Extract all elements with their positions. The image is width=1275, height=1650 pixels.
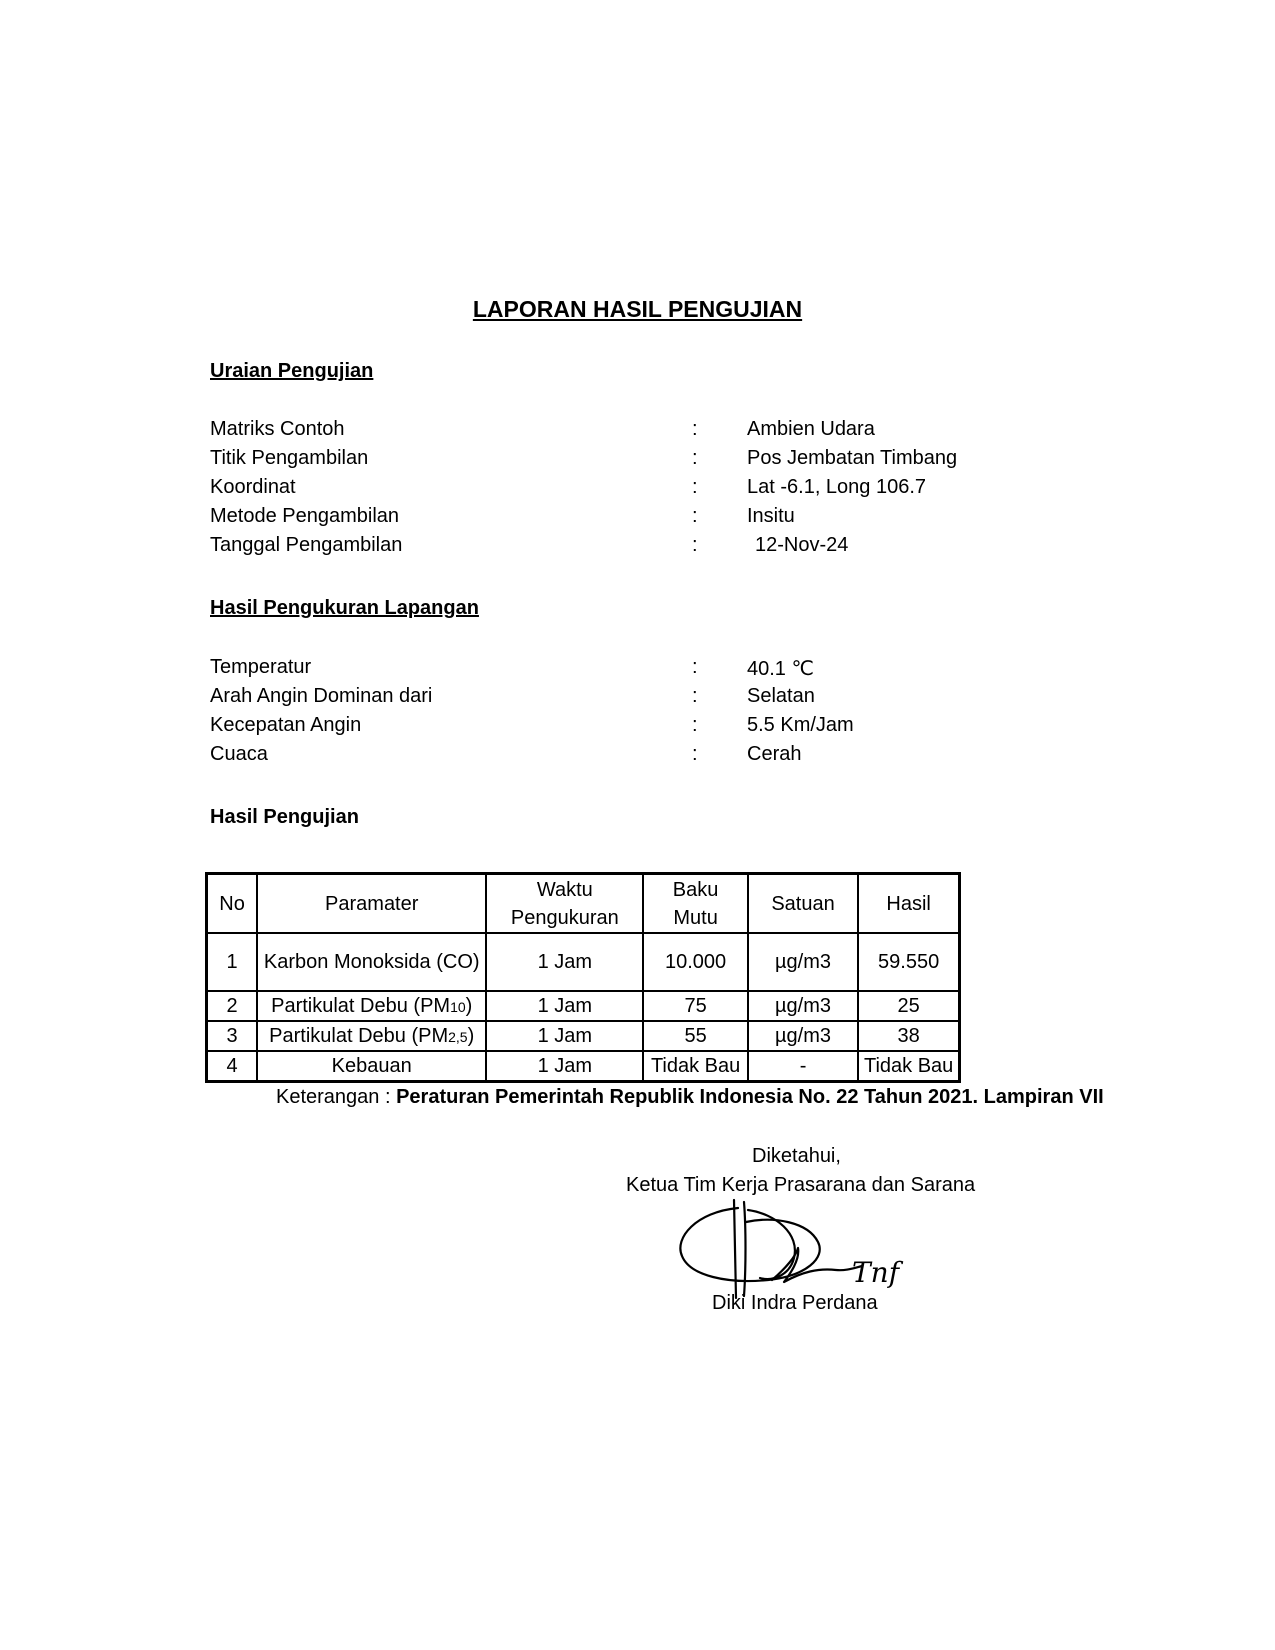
cell-param: Karbon Monoksida (CO) (257, 933, 486, 991)
cell-hasil: 25 (858, 991, 959, 1021)
param-text: Partikulat Debu (PM (269, 1024, 449, 1047)
table-row (207, 1051, 960, 1082)
cell-waktu: 1 Jam (486, 991, 643, 1021)
cell-waktu: 1 Jam (486, 1021, 643, 1051)
param-subscript: 2,5 (448, 1028, 468, 1045)
cell-hasil: Tidak Bau (858, 1051, 959, 1082)
uraian-row (210, 534, 1110, 564)
row-value: Lat -6.1, Long 106.7 (747, 476, 927, 498)
cell-baku: 10.000 (643, 933, 747, 991)
col-header-no: No (207, 874, 258, 934)
cell-no: 2 (207, 991, 258, 1021)
signature-position: Ketua Tim Kerja Prasarana dan Sarana (626, 1174, 976, 1196)
param-text-end: ) (467, 1024, 475, 1047)
row-separator: : (692, 447, 698, 469)
col-header-waktu (486, 874, 643, 934)
signature-scribble-text: Tnf (852, 1256, 900, 1289)
row-separator: : (692, 685, 698, 707)
row-separator: : (692, 505, 698, 527)
keterangan-note (276, 1086, 1104, 1109)
col-header-baku (643, 874, 747, 934)
table-row (207, 1021, 960, 1051)
col-header-waktu-line1: Waktu (536, 878, 593, 901)
row-separator: : (692, 714, 698, 736)
col-header-hasil: Hasil (858, 874, 959, 934)
uraian-row (210, 418, 1110, 448)
cell-satuan: µg/m3 (748, 1021, 858, 1051)
results-table (205, 872, 961, 1083)
param-subscript: 10 (450, 998, 466, 1015)
row-label: Kecepatan Angin (210, 714, 362, 736)
signature-known: Diketahui, (752, 1145, 841, 1167)
table-row (207, 933, 960, 991)
row-value: 12-Nov-24 (755, 534, 849, 556)
table-header-row (207, 874, 960, 934)
cell-baku: 75 (643, 991, 747, 1021)
uraian-row (210, 447, 1110, 477)
row-value: Cerah (747, 743, 802, 765)
cell-no: 1 (207, 933, 258, 991)
row-value: Pos Jembatan Timbang (747, 447, 958, 469)
lapangan-row (210, 685, 1110, 715)
cell-hasil: 38 (858, 1021, 959, 1051)
row-separator: : (692, 656, 698, 678)
keterangan-label: Keterangan : (276, 1086, 397, 1108)
row-value: 40.1 ℃ (747, 658, 814, 680)
table-row (207, 991, 960, 1021)
report-title: LAPORAN HASIL PENGUJIAN (472, 296, 803, 322)
cell-param (257, 1021, 486, 1051)
cell-no: 3 (207, 1021, 258, 1051)
col-header-baku-line1: Baku (672, 878, 719, 901)
row-value: Insitu (747, 505, 795, 527)
row-label: Metode Pengambilan (210, 505, 400, 527)
cell-waktu: 1 Jam (486, 1051, 643, 1082)
lapangan-row (210, 743, 1110, 773)
row-label: Titik Pengambilan (210, 447, 369, 469)
lapangan-row (210, 714, 1110, 744)
col-header-satuan: Satuan (748, 874, 858, 934)
section-heading-pengujian: Hasil Pengujian (210, 806, 359, 828)
row-separator: : (692, 534, 698, 556)
cell-satuan: - (748, 1051, 858, 1082)
row-value: 5.5 Km/Jam (747, 714, 854, 736)
cell-param (257, 991, 486, 1021)
row-value: Ambien Udara (747, 418, 875, 440)
cell-satuan: µg/m3 (748, 991, 858, 1021)
row-label: Arah Angin Dominan dari (210, 685, 433, 707)
row-label: Koordinat (210, 476, 296, 498)
uraian-row (210, 505, 1110, 535)
uraian-row (210, 476, 1110, 506)
row-label: Tanggal Pengambilan (210, 534, 403, 556)
row-separator: : (692, 476, 698, 498)
col-header-param: Paramater (257, 874, 486, 934)
cell-param: Kebauan (257, 1051, 486, 1082)
lapangan-row (210, 656, 1110, 686)
cell-baku: Tidak Bau (643, 1051, 747, 1082)
row-separator: : (692, 418, 698, 440)
cell-waktu: 1 Jam (486, 933, 643, 991)
keterangan-text: Peraturan Pemerintah Republik Indonesia No. 22 Tahun 2021. Lampiran VII (396, 1086, 1104, 1108)
cell-satuan: µg/m3 (748, 933, 858, 991)
col-header-baku-line2: Mutu (673, 906, 718, 929)
param-text: Partikulat Debu (PM (271, 994, 451, 1017)
cell-baku: 55 (643, 1021, 747, 1051)
param-text-end: ) (465, 994, 473, 1017)
section-heading-lapangan: Hasil Pengukuran Lapangan (210, 597, 479, 619)
row-separator: : (692, 743, 698, 765)
col-header-waktu-line2: Pengukuran (510, 906, 619, 929)
cell-no: 4 (207, 1051, 258, 1082)
row-label: Matriks Contoh (210, 418, 345, 440)
row-label: Temperatur (210, 656, 312, 678)
row-value: Selatan (747, 685, 815, 707)
row-label: Cuaca (210, 743, 268, 765)
signature-name: Diki Indra Perdana (712, 1292, 878, 1314)
cell-hasil: 59.550 (858, 933, 959, 991)
section-heading-uraian: Uraian Pengujian (210, 360, 374, 382)
